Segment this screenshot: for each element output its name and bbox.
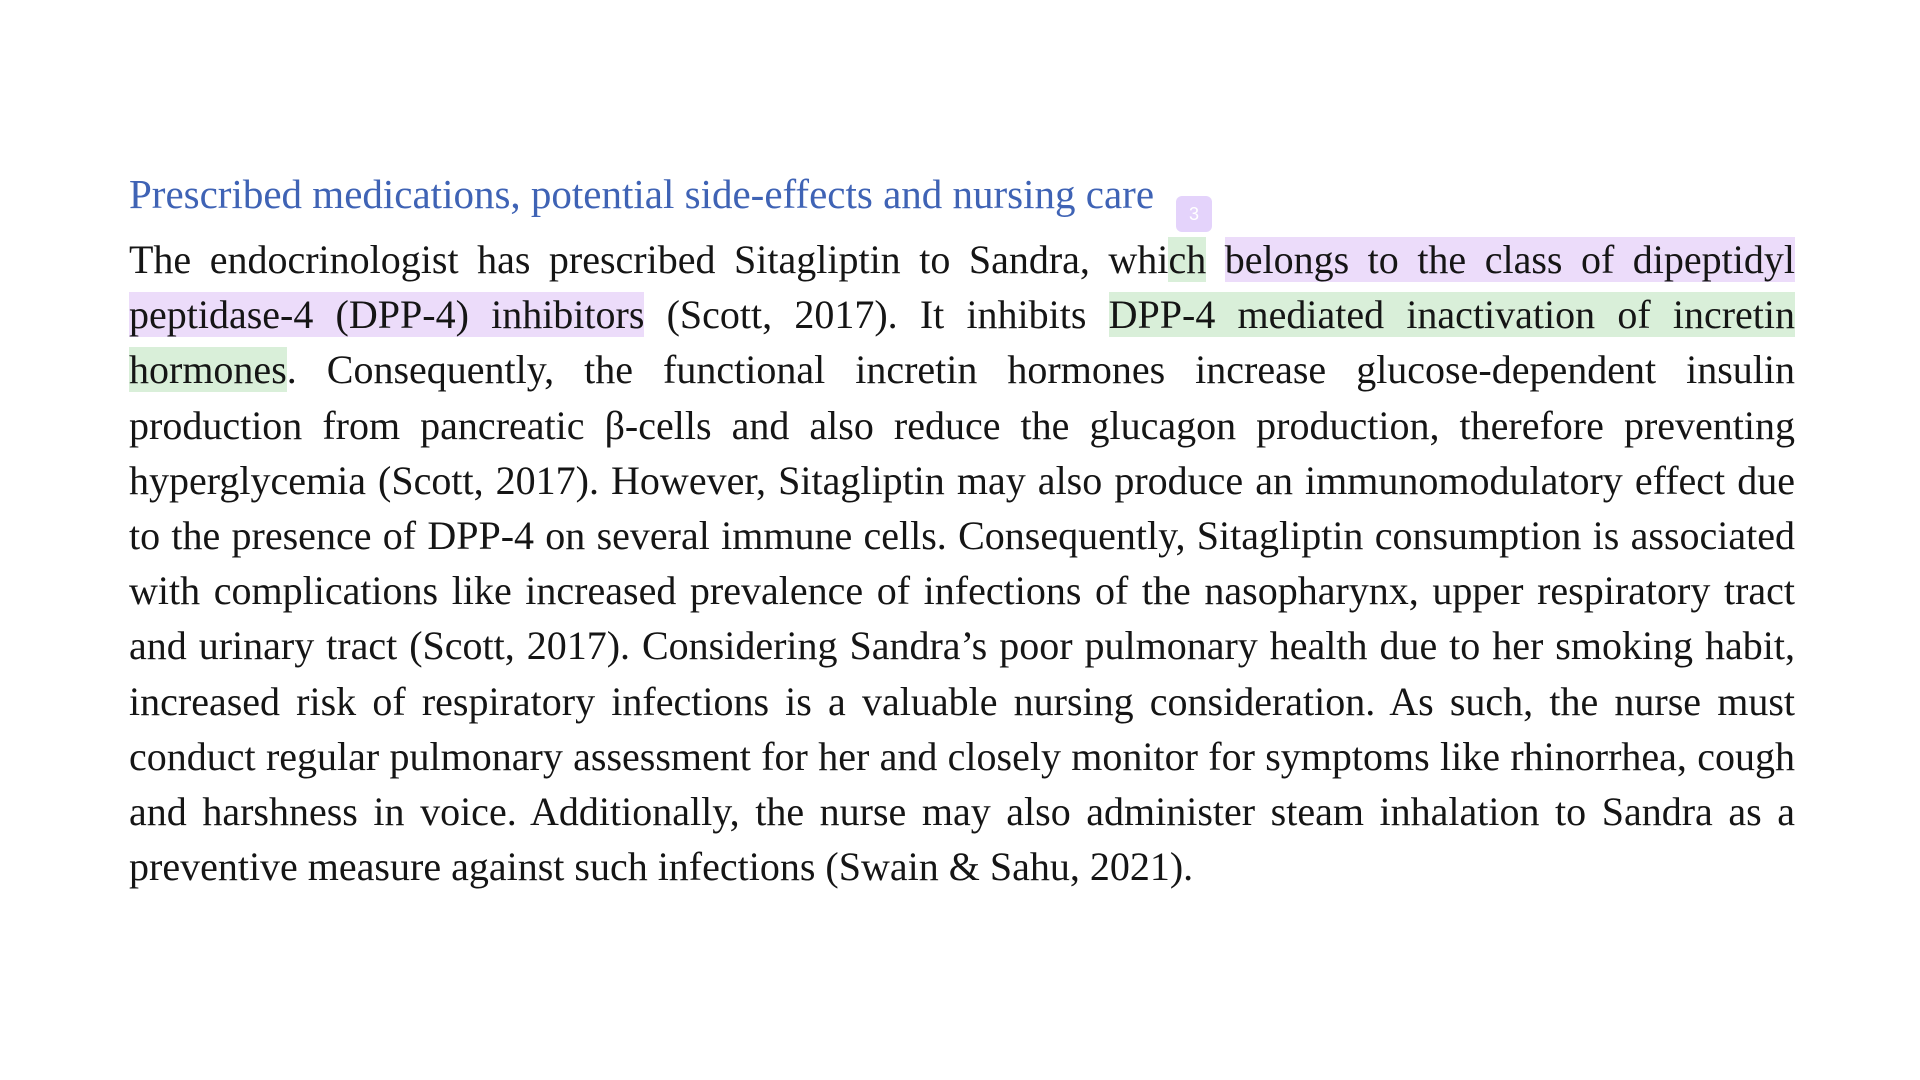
paragraph-text-rest: . Consequently, the functional incretin hormones increase glucose-dependent insulin production from pancreatic β-cells and also reduce the glucagon production, therefore preventing hyperglycemia (Scott, 2017). However, Sitagliptin may also produce an immunomodulatory effect due to the presence of DPP-4 on several immune cells. Consequently, Sitagliptin consumption is associated with complications like increased prevalence of infections of the nasopharynx, upper respiratory tract and urinary tract (Scott, 2017). Considering Sandra’s poor pulmonary health due to her smoking habit, increased risk of respiratory infections is a valuable nursing consideration. As such, the nurse must conduct regular pulmonary assessment for her and closely monitor for symptoms like rhinorrhea, cough and harshness in voice. Additionally, the nurse may also administer steam inhalation to Sandra as a preventive measure against such infections (Swain & Sahu, 2021). — [129, 347, 1795, 890]
highlight-purple-dpp4-class[interactable]: belongs to the class of dipeptidyl peptidase-4 (DPP-4) inhibitors — [129, 237, 1796, 338]
paragraph-space — [1206, 237, 1225, 282]
document-section — [129, 168, 1795, 894]
section-heading — [129, 168, 1795, 232]
paragraph-text-start: The endocrinologist has prescribed Sitagliptin to Sandra, whi — [129, 237, 1169, 282]
highlight-green-fragment[interactable]: ch — [1168, 237, 1207, 282]
body-paragraph — [129, 232, 1795, 894]
highlight-green-inactivation[interactable]: DPP-4 mediated inactivation of incretin hormones — [129, 292, 1795, 393]
paragraph-citation-text: (Scott, 2017). It inhibits — [644, 292, 1109, 338]
section-heading-text: Prescribed medications, potential side-effects and nursing care — [129, 171, 1155, 217]
comment-marker[interactable]: 3 — [1176, 196, 1212, 232]
